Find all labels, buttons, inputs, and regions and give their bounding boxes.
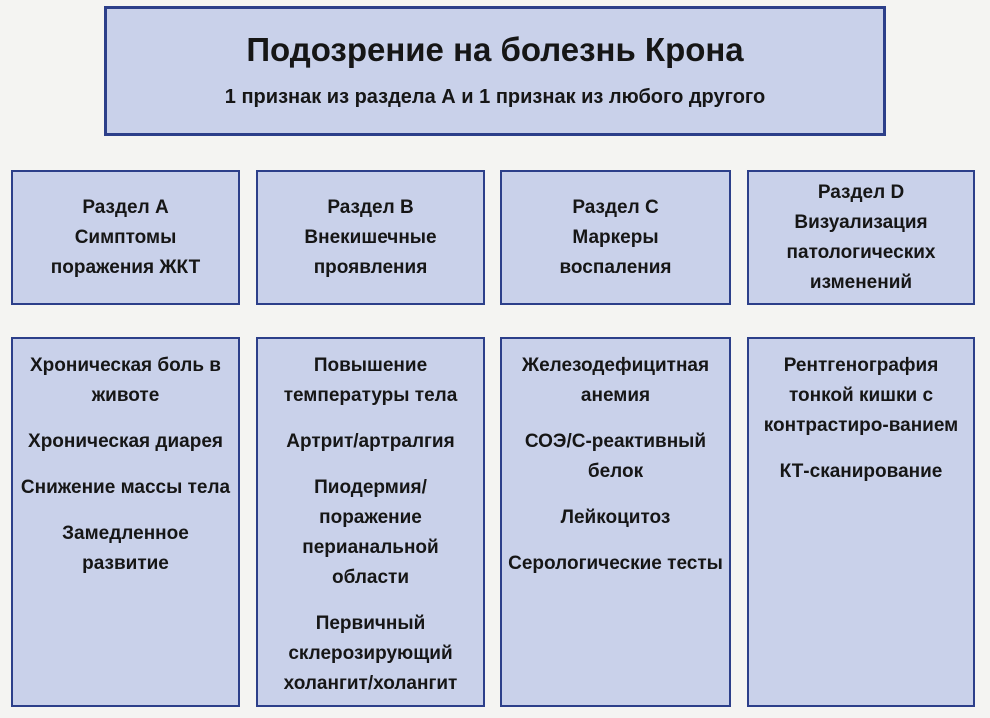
- diagram-title: Подозрение на болезнь Крона: [246, 31, 744, 68]
- section-c-label: Раздел С: [572, 196, 659, 218]
- criterion-item: Железодефицитная анемия: [521, 355, 710, 406]
- section-d-title-line-3: изменений: [809, 271, 913, 293]
- section-b-title-line-1: Внекишечные: [304, 226, 437, 248]
- section-d-label: Раздел D: [817, 181, 905, 203]
- criterion-item: Лейкоцитоз: [560, 507, 671, 528]
- criterion-item: Повышение температуры тела: [283, 355, 458, 406]
- criterion-item: Серологические тесты: [508, 553, 723, 574]
- section-a-title-line-1: Симптомы: [74, 226, 177, 248]
- section-a-header: [11, 170, 240, 305]
- section-c-header: [500, 170, 731, 305]
- criterion-item: КТ-сканирование: [779, 461, 943, 482]
- section-a-title-line-2: поражения ЖКТ: [50, 256, 201, 278]
- section-c-criteria: [500, 337, 731, 707]
- criterion-item: Снижение массы тела: [20, 477, 231, 498]
- section-b-header: [256, 170, 485, 305]
- section-d-title-line-1: Визуализация: [794, 211, 928, 233]
- diagram-subtitle: 1 признак из раздела А и 1 признак из любого другого: [224, 86, 766, 108]
- section-c-title-line-2: воспаления: [559, 256, 672, 278]
- criterion-item: Пиодермия/ поражение перианальной области: [302, 477, 439, 588]
- section-d-title-line-2: патологических: [786, 241, 936, 263]
- criterion-item: Рентгенография тонкой кишки с контрастиро-ванием: [763, 355, 959, 436]
- section-d-header: [747, 170, 975, 305]
- section-b-title-line-2: проявления: [313, 256, 428, 278]
- criterion-item: СОЭ/С-реактивный белок: [524, 431, 707, 482]
- criterion-item: Первичный склерозирующий холангит/холангит: [283, 613, 458, 694]
- criterion-item: Замедленное развитие: [62, 523, 189, 574]
- criterion-item: Артрит/артралгия: [286, 431, 455, 452]
- section-b-criteria: [256, 337, 485, 707]
- section-a-criteria: [11, 337, 240, 707]
- criterion-item: Хроническая диарея: [28, 431, 223, 452]
- section-b-label: Раздел В: [327, 196, 414, 218]
- section-c-title-line-1: Маркеры: [572, 226, 659, 248]
- section-d-criteria: [747, 337, 975, 707]
- criterion-item: Хроническая боль в животе: [30, 355, 221, 406]
- section-a-label: Раздел А: [82, 196, 169, 218]
- title-box: [104, 6, 886, 136]
